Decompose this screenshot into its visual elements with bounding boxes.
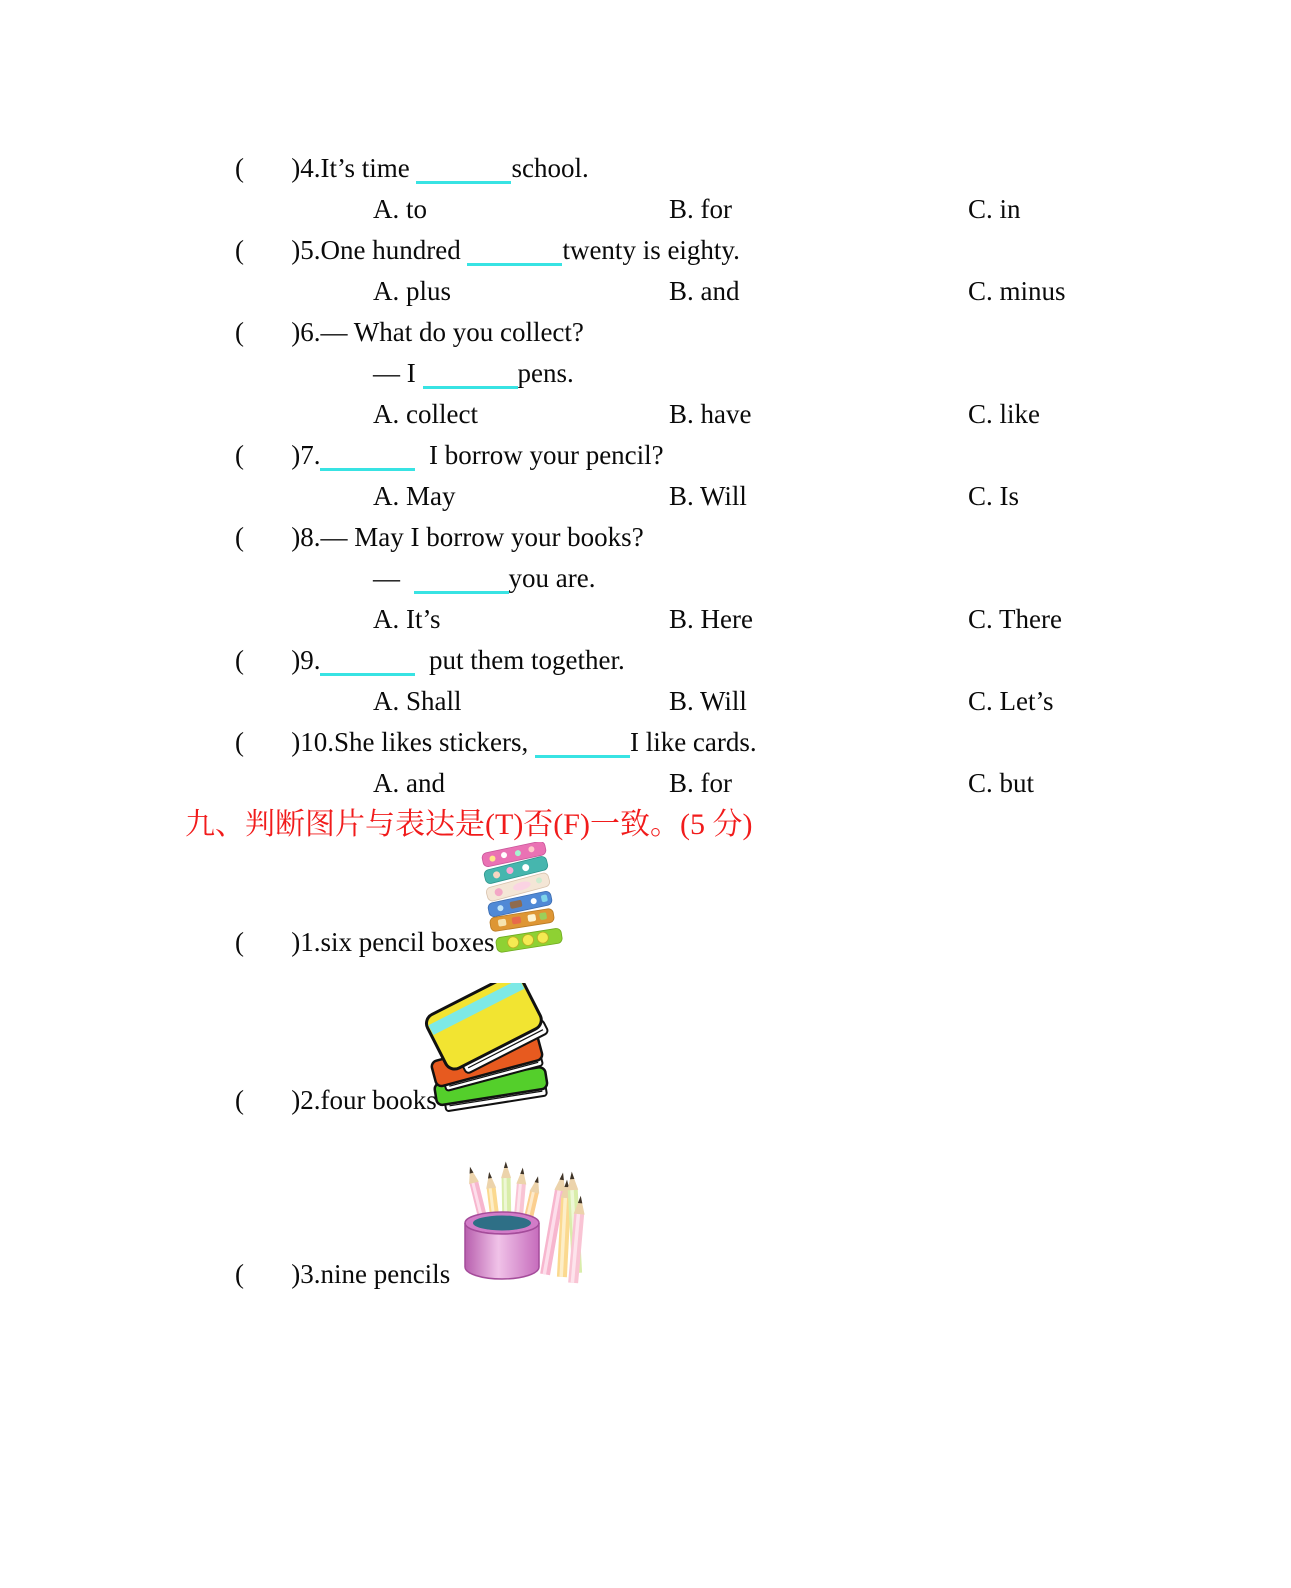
question-text: — bbox=[373, 563, 414, 593]
option-b: B. for bbox=[669, 768, 732, 798]
question-text: you are. bbox=[508, 563, 596, 593]
option-a: A. plus bbox=[373, 276, 452, 306]
option-a: A. It’s bbox=[373, 604, 441, 634]
option-c: C. but bbox=[968, 768, 1035, 798]
option-c: C. like bbox=[968, 399, 1040, 429]
question-text: twenty is eighty. bbox=[562, 235, 740, 265]
option-a: A. and bbox=[373, 768, 445, 798]
pencil-box-6 bbox=[495, 928, 563, 953]
options-row bbox=[0, 271, 1291, 312]
option-a: A. to bbox=[373, 194, 427, 224]
option-b: B. have bbox=[669, 399, 752, 429]
options-row bbox=[0, 476, 1291, 517]
question-text: ( )4.It’s time bbox=[235, 153, 417, 183]
option-c: C. There bbox=[968, 604, 1062, 634]
question-text: put them together. bbox=[415, 645, 625, 675]
question-text: ( )5.One hundred bbox=[235, 235, 468, 265]
question-text: ( )8.— May I borrow your books? bbox=[235, 522, 644, 552]
answer-blank bbox=[320, 673, 415, 676]
picture-item-3: ( )3.nine pencils bbox=[235, 1259, 451, 1289]
questions-block bbox=[0, 148, 1291, 804]
answer-blank bbox=[320, 468, 415, 471]
option-b: B. Will bbox=[669, 481, 747, 511]
option-a: A. May bbox=[373, 481, 456, 511]
answer-blank bbox=[467, 263, 562, 266]
pencil-cup bbox=[465, 1212, 539, 1279]
question-line bbox=[0, 230, 1291, 271]
options-row bbox=[0, 763, 1291, 804]
question-line bbox=[0, 558, 1291, 599]
option-a: A. Shall bbox=[373, 686, 462, 716]
option-c: C. Let’s bbox=[968, 686, 1054, 716]
question-text: pens. bbox=[517, 358, 574, 388]
question-line bbox=[0, 640, 1291, 681]
options-row bbox=[0, 599, 1291, 640]
picture-item-1: ( )1.six pencil boxes bbox=[235, 927, 495, 957]
section-heading: 九、判断图片与表达是(T)否(F)一致。(5 分) bbox=[185, 808, 753, 841]
question-line bbox=[0, 312, 1291, 353]
question-line bbox=[0, 353, 1291, 394]
answer-blank bbox=[414, 591, 509, 594]
question-line bbox=[0, 517, 1291, 558]
options-row bbox=[0, 681, 1291, 722]
answer-blank bbox=[423, 386, 518, 389]
option-b: B. and bbox=[669, 276, 740, 306]
options-row bbox=[0, 394, 1291, 435]
question-text: I like cards. bbox=[629, 727, 757, 757]
question-text: I borrow your pencil? bbox=[415, 440, 664, 470]
question-text: ( )7. bbox=[235, 440, 321, 470]
question-text: ( )10.She likes stickers, bbox=[235, 727, 535, 757]
option-b: B. for bbox=[669, 194, 732, 224]
question-text: — I bbox=[373, 358, 423, 388]
question-text: school. bbox=[511, 153, 589, 183]
pencils-image bbox=[428, 1145, 588, 1292]
question-text: ( )6.— What do you collect? bbox=[235, 317, 584, 347]
option-b: B. Here bbox=[669, 604, 753, 634]
answer-blank bbox=[416, 181, 511, 184]
question-line bbox=[0, 435, 1291, 476]
question-line bbox=[0, 722, 1291, 763]
option-b: B. Will bbox=[669, 686, 747, 716]
picture-item-2: ( )2.four books bbox=[235, 1085, 437, 1115]
option-c: C. in bbox=[968, 194, 1021, 224]
answer-blank bbox=[535, 755, 630, 758]
options-row bbox=[0, 189, 1291, 230]
question-text: ( )9. bbox=[235, 645, 321, 675]
option-a: A. collect bbox=[373, 399, 478, 429]
option-c: C. minus bbox=[968, 276, 1066, 306]
question-line bbox=[0, 148, 1291, 189]
option-c: C. Is bbox=[968, 481, 1020, 511]
books-image bbox=[422, 983, 575, 1125]
